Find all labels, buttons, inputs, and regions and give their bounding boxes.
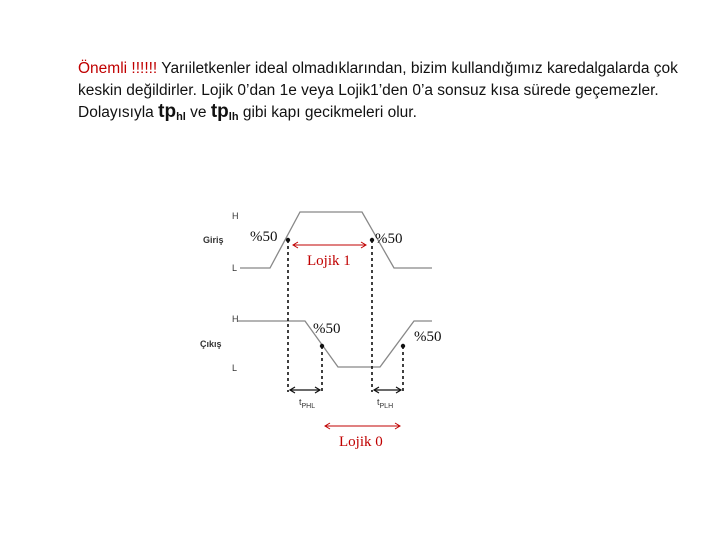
paragraph-text-2: gibi kapı gecikmeleri olur. <box>238 104 417 121</box>
input-high-label: H <box>232 211 239 221</box>
tplh-label: tPLH <box>377 397 394 410</box>
tplh-symbol: tp <box>210 101 229 122</box>
output-rise-marker <box>401 344 405 348</box>
paragraph-text-1: Yarıiletkenler ideal olmadıklarından, bizim kullandığımız karedalgalarda çok keskin değildirler. Lojik 0’dan 1e veya Lojik1’den 0’a sonsuz kısa sürede geçemezler. Dolayısıyla <box>78 60 678 121</box>
output-high-label: H <box>232 314 239 324</box>
logic1-label: Lojik 1 <box>307 253 351 269</box>
tphl-symbol: tp <box>158 101 177 122</box>
input-rise-pct50: %50 <box>250 229 278 245</box>
output-label: Çıkış <box>200 339 222 349</box>
input-rise-marker <box>286 238 290 242</box>
output-low-label: L <box>232 363 238 373</box>
output-rise-pct50: %50 <box>414 329 442 345</box>
logic0-label: Lojik 0 <box>339 434 383 450</box>
tphl-subscript: hl <box>176 111 186 123</box>
tplh-subscript: lh <box>228 111 239 123</box>
tphl-label: tPHL <box>299 397 316 410</box>
warning-text: Önemli !!!!!! <box>78 60 158 77</box>
input-fall-marker <box>370 238 374 242</box>
input-fall-pct50: %50 <box>375 231 403 247</box>
output-fall-marker <box>320 344 324 348</box>
output-fall-pct50: %50 <box>313 321 341 337</box>
input-low-label: L <box>232 263 238 273</box>
conjunction-text: ve <box>185 104 211 121</box>
input-label: Giriş <box>203 235 224 245</box>
